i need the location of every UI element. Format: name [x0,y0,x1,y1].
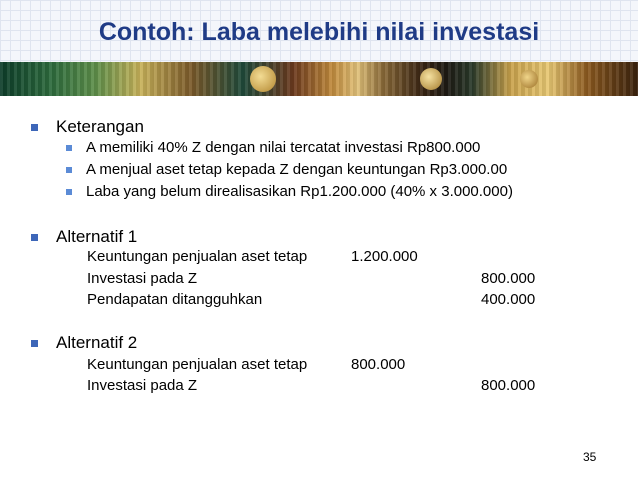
banner-coin-decoration [420,68,442,90]
alternatif2-heading: Alternatif 2 [56,333,138,352]
banner-coin-decoration [520,70,538,88]
banner-coin-decoration [250,66,276,92]
journal-debit-amount: 800.000 [351,356,406,373]
journal-row-label: Keuntungan penjualan aset tetap [87,356,308,373]
journal-row-label: Pendapatan ditangguhkan [87,291,263,308]
sub-bullet-icon [66,189,72,195]
alternatif1-heading: Alternatif 1 [56,227,138,246]
sub-bullet-icon [66,145,72,151]
journal-row-label: Keuntungan penjualan aset tetap [87,248,308,265]
journal-credit-amount: 400.000 [481,291,536,308]
keterangan-item: Laba yang belum direalisasikan Rp1.200.000 (40% x 3.000.000) [86,183,513,200]
bullet-icon [31,340,38,347]
journal-row-label: Investasi pada Z [87,270,198,287]
banner-texture [0,62,638,96]
bullet-icon [31,124,38,131]
journal-debit-amount: 1.200.000 [351,248,418,265]
keterangan-item: A menjual aset tetap kepada Z dengan keuntungan Rp3.000.00 [86,161,508,178]
sub-bullet-icon [66,167,72,173]
journal-row-label: Investasi pada Z [87,377,198,394]
page-number: 35 [583,450,597,464]
slide-title: Contoh: Laba melebihi nilai investasi [98,18,540,46]
journal-credit-amount: 800.000 [481,377,536,394]
header-banner-image [0,62,638,96]
bullet-icon [31,234,38,241]
keterangan-heading: Keterangan [56,117,144,136]
journal-credit-amount: 800.000 [481,270,536,287]
keterangan-item: A memiliki 40% Z dengan nilai tercatat investasi Rp800.000 [86,139,481,156]
